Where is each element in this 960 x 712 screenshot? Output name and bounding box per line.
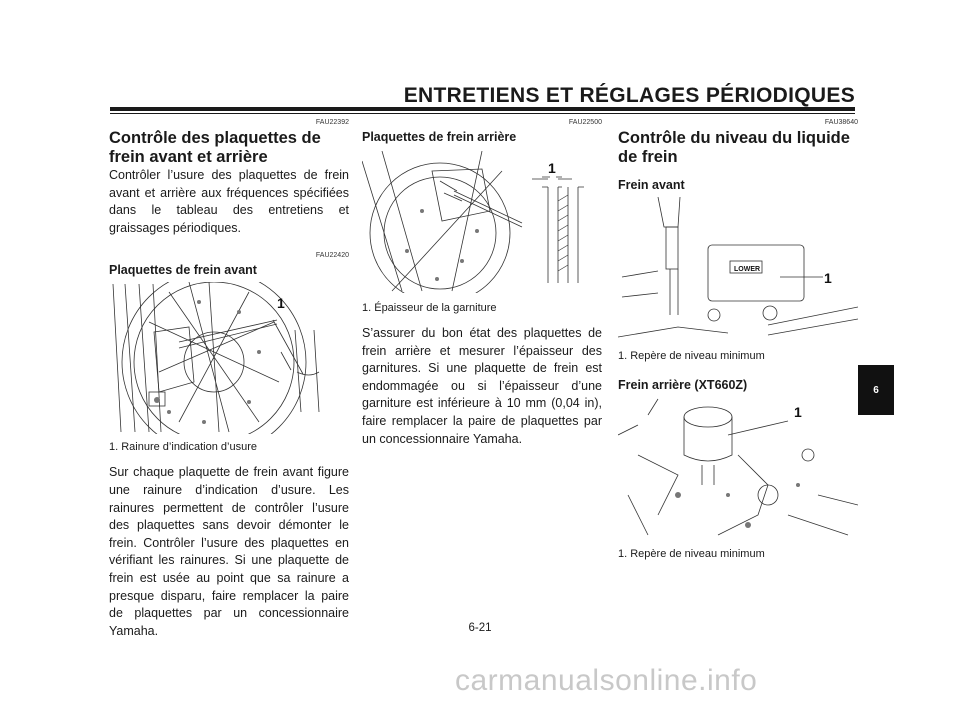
rear-reservoir-illustration	[618, 395, 858, 545]
ref-code: FAU22500	[568, 119, 602, 126]
front-pad-illustration	[109, 282, 349, 434]
callout-1: 1	[824, 270, 832, 286]
column-front-pads	[109, 118, 349, 640]
rear-pad-illustration	[362, 151, 602, 293]
callout-1: 1	[794, 404, 802, 420]
figure-caption: 1. Repère de niveau minimum	[618, 548, 765, 560]
header-rule-thin	[110, 113, 855, 114]
intro-paragraph: Contrôler l’usure des plaquettes de frein avant et arrière aux fréquences spécifiées dans le tableau des entretiens et graissages périodiques.	[109, 168, 349, 235]
front-reservoir-figure	[618, 197, 858, 347]
rear-pad-figure	[362, 151, 602, 293]
ref-code: FAU22392	[315, 119, 349, 126]
lower-mark: LOWER	[734, 266, 761, 273]
ref-code: FAU22420	[315, 252, 349, 260]
column-rear-pads	[362, 118, 602, 448]
column-brake-fluid	[618, 118, 858, 561]
rear-pads-paragraph: S’assurer du bon état des plaquettes de frein arrière et mesurer l’épaisseur des garnitures. Si une plaquette de frein est endommagée ou si l’épaisseur d’une garniture est inférieure à 10 mm (0,04 in), faire remplacer la paire de plaquettes par un concessionnaire Yamaha.	[362, 326, 602, 446]
rear-reservoir-figure	[618, 395, 858, 545]
front-reservoir-illustration	[618, 197, 858, 347]
figure-caption: 1. Repère de niveau minimum	[618, 350, 765, 362]
callout-1: 1	[277, 295, 285, 312]
subheading-rear-pads: Plaquettes de frein arrière	[362, 130, 517, 144]
section-heading: Contrôle du niveau du liquide de frein	[618, 129, 850, 166]
ref-code: FAU38640	[824, 119, 858, 126]
header-rule	[110, 107, 855, 111]
page-number: 6-21	[468, 622, 492, 634]
front-pads-paragraph: Sur chaque plaquette de frein avant figure une rainure d’indication d’usure. Les rainures permettent de contrôler l’usure des plaquettes sans devoir démonter le frein. Contrôler l’usure des plaquettes en vérifiant les rainures. Si une plaquette de frein est usée au point que sa rainure a presque disparu, faire remplacer la paire de plaquettes par un concessionnaire Yamaha.	[109, 465, 349, 638]
figure-caption: 1. Rainure d’indication d’usure	[109, 441, 257, 454]
subheading-rear-brake: Frein arrière (XT660Z)	[618, 378, 748, 392]
watermark: carmanualsonline.info	[455, 664, 758, 697]
front-pad-figure	[109, 282, 349, 434]
subheading-front-brake: Frein avant	[618, 178, 685, 192]
section-heading: Contrôle des plaquettes de frein avant et arrière	[109, 129, 321, 166]
callout-1: 1	[548, 160, 556, 176]
chapter-tab: 6	[858, 365, 894, 415]
section-title: ENTRETIENS ET RÉGLAGES PÉRIODIQUES	[403, 84, 855, 107]
figure-caption: 1. Épaisseur de la garniture	[362, 302, 497, 314]
subheading-front-pads: Plaquettes de frein avant	[109, 263, 257, 278]
